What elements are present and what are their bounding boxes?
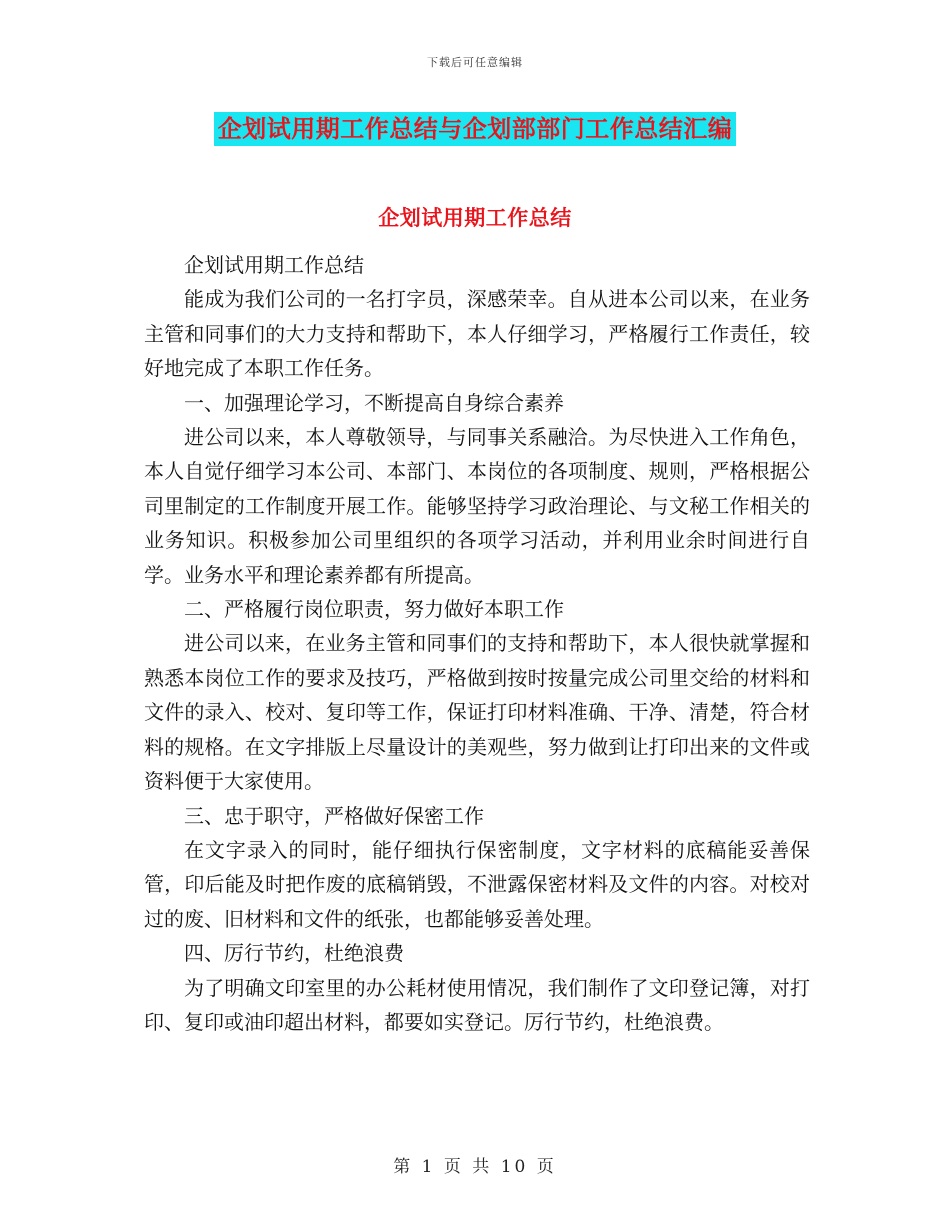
- paragraph-subtitle: 企划试用期工作总结: [184, 253, 364, 277]
- paragraph-job-duties: 进公司以来，在业务主管和同事们的支持和帮助下，本人很快就掌握和熟悉本岗位工作的要求及技巧，严格做到按时按量完成公司里交给的材料和文件的录入、校对、复印等工作，保证打印材料准确、干净、清楚，符合材料的规格。在文字排版上尽量设计的美观些，努力做到让打印出来的文件或资料便于大家使用。: [144, 631, 810, 794]
- paragraph-economy: 为了明确文印室里的办公耗材使用情况，我们制作了文印登记簿，对打印、复印或油印超出材料，都要如实登记。厉行节约，杜绝浪费。: [144, 975, 810, 1034]
- paragraph-theory-study: 进公司以来，本人尊敬领导，与同事关系融洽。为尽快进入工作角色，本人自觉仔细学习本公司、本部门、本岗位的各项制度、规则，严格根据公司里制定的工作制度开展工作。能够坚持学习政治理论、与文秘工作相关的业务知识。积极参加公司里组织的各项学习活动，并利用业余时间进行自学。业务水平和理论素养都有所提高。: [144, 425, 810, 587]
- heading-job-duties: 二、严格履行岗位职责，努力做好本职工作: [184, 597, 564, 622]
- paragraph-confidentiality: 在文字录入的同时，能仔细执行保密制度，文字材料的底稿能妥善保管，印后能及时把作废的底稿销毁，不泄露保密材料及文件的内容。对校对过的废、旧材料和文件的纸张，也都能够妥善处理。: [144, 837, 810, 931]
- page-number-footer: 第 1 页 共 10 页: [393, 1157, 557, 1177]
- heading-theory-study: 一、加强理论学习，不断提高自身综合素养: [184, 390, 564, 415]
- heading-economy: 四、厉行节约，杜绝浪费: [184, 941, 404, 966]
- paragraph-intro: 能成为我们公司的一名打字员，深感荣幸。自从进本公司以来，在业务主管和同事们的大力支持和帮助下，本人仔细学习，严格履行工作责任，较好地完成了本职工作任务。: [144, 287, 810, 381]
- document-title: 企划试用期工作总结与企划部部门工作总结汇编: [214, 112, 737, 146]
- heading-confidentiality: 三、忠于职守，严格做好保密工作: [184, 803, 484, 828]
- document-title-container: [0, 112, 950, 146]
- section-title: 企划试用期工作总结: [378, 205, 572, 230]
- document-body: [144, 248, 810, 1039]
- page-header-note: 下载后可任意编辑: [427, 56, 523, 69]
